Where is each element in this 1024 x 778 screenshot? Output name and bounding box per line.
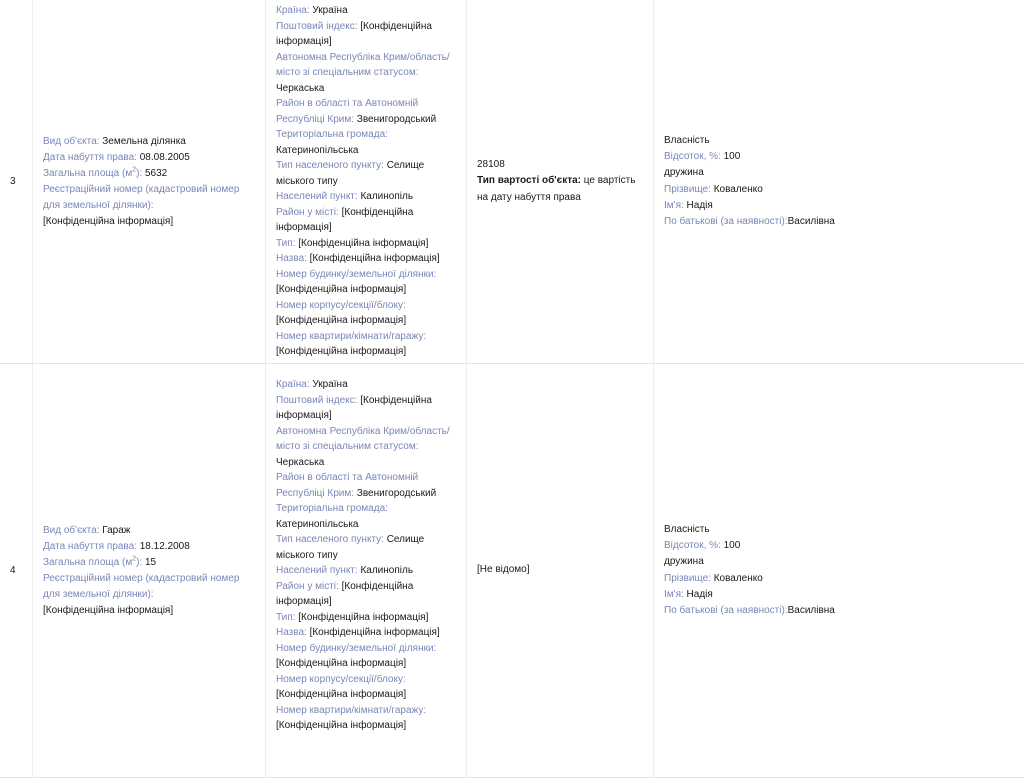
address-label: Тип населеного пункту:: [276, 160, 384, 171]
acquisition-date-label: Дата набуття права:: [43, 541, 137, 552]
right-kind: Власність: [664, 133, 1014, 149]
address-label: Поштовий індекс:: [276, 21, 357, 32]
address-value: [Конфіденційна інформація]: [276, 284, 406, 295]
address-value: [Конфіденційна інформація]: [276, 315, 406, 326]
address-cell: [266, 0, 467, 364]
address-value: [Конфіденційна інформація]: [310, 253, 440, 264]
cost-value: 28108: [477, 157, 643, 173]
table-row: [0, 364, 1024, 778]
rights-cell: [654, 364, 1024, 778]
registration-number-value: [Конфіденційна інформація]: [43, 603, 255, 619]
patronymic-value: Василівна: [788, 216, 835, 227]
share-label: Відсоток, %:: [664, 540, 721, 551]
acquisition-date-label: Дата набуття права:: [43, 152, 137, 163]
address-label: Район в області та Автономній Республіці Крим:: [276, 472, 418, 499]
address-label: Тип:: [276, 612, 295, 623]
acquisition-date-value: 08.08.2005: [140, 152, 190, 163]
object-type-value: Гараж: [102, 525, 130, 536]
cost-type-label: Тип вартості об'єкта:: [477, 175, 581, 186]
address-value: Звенигородський: [357, 488, 436, 499]
address-label: Номер будинку/земельної ділянки:: [276, 643, 436, 654]
address-value: Калинопіль: [360, 565, 413, 576]
table-row: [0, 0, 1024, 364]
address-value: [Конфіденційна інформація]: [276, 658, 406, 669]
address-label: Номер корпусу/секції/блоку:: [276, 674, 406, 685]
object-cell: [33, 0, 266, 364]
address-label: Назва:: [276, 253, 307, 264]
patronymic-label: По батькові (за наявності):: [664, 605, 788, 616]
address-label: Тип:: [276, 238, 295, 249]
object-type-label: Вид об'єкта:: [43, 525, 99, 536]
acquisition-date-value: 18.12.2008: [140, 541, 190, 552]
address-label: Номер квартири/кімнати/гаражу:: [276, 331, 426, 342]
address-label: Номер корпусу/секції/блоку:: [276, 300, 406, 311]
registration-number-value: [Конфіденційна інформація]: [43, 214, 255, 230]
area-value: 5632: [145, 168, 167, 179]
surname-label: Прізвище:: [664, 573, 711, 584]
name-value: Надія: [687, 200, 713, 211]
address-label: Номер будинку/земельної ділянки:: [276, 269, 436, 280]
address-label: Район в області та Автономній Республіці Крим:: [276, 98, 418, 125]
address-label: Автономна Республіка Крим/область/місто зі спеціальним статусом:: [276, 426, 450, 453]
address-value: [Конфіденційна інформація]: [276, 720, 406, 731]
patronymic-label: По батькові (за наявності):: [664, 216, 788, 227]
area-value: 15: [145, 557, 156, 568]
address-label: Населений пункт:: [276, 565, 358, 576]
address-label: Район у місті:: [276, 581, 339, 592]
address-value: [Конфіденційна інформація]: [276, 581, 413, 608]
object-type-value: Земельна ділянка: [102, 136, 186, 147]
cost-type-value: це вартість на дату набуття права: [477, 175, 635, 202]
surname-label: Прізвище:: [664, 184, 711, 195]
address-value: [Конфіденційна інформація]: [276, 346, 406, 357]
address-value: [Конфіденційна інформація]: [310, 627, 440, 638]
row-number: 4: [0, 364, 33, 778]
address-cell: [266, 364, 467, 778]
cost-cell: [467, 364, 654, 778]
address-label: Назва:: [276, 627, 307, 638]
address-value: Катеринопільська: [276, 145, 358, 156]
name-label: Ім'я:: [664, 200, 684, 211]
cost-value: [Не відомо]: [477, 562, 643, 578]
object-cell: [33, 364, 266, 778]
address-value: Звенигородський: [357, 114, 436, 125]
address-label: Територіальна громада:: [276, 503, 388, 514]
relation: дружина: [664, 165, 1014, 181]
address-label: Країна:: [276, 379, 310, 390]
cost-cell: [467, 0, 654, 364]
surname-value: Коваленко: [714, 184, 763, 195]
name-label: Ім'я:: [664, 589, 684, 600]
patronymic-value: Василівна: [788, 605, 835, 616]
address-label: Тип населеного пункту:: [276, 534, 384, 545]
registration-number-label: Реєстраційний номер (кадастровий номер для земельної ділянки):: [43, 182, 255, 214]
address-value: Селище міського типу: [276, 160, 424, 187]
right-kind: Власність: [664, 522, 1014, 538]
address-value: [Конфіденційна інформація]: [276, 689, 406, 700]
share-value: 100: [724, 540, 741, 551]
share-label: Відсоток, %:: [664, 151, 721, 162]
address-label: Автономна Республіка Крим/область/місто зі спеціальним статусом:: [276, 52, 450, 79]
address-value: Калинопіль: [360, 191, 413, 202]
address-value: [Конфіденційна інформація]: [276, 395, 432, 422]
address-value: Черкаська: [276, 83, 324, 94]
address-value: [Конфіденційна інформація]: [298, 238, 428, 249]
address-label: Район у місті:: [276, 207, 339, 218]
address-label: Територіальна громада:: [276, 129, 388, 140]
rights-cell: [654, 0, 1024, 364]
registration-number-label: Реєстраційний номер (кадастровий номер для земельної ділянки):: [43, 571, 255, 603]
address-label: Країна:: [276, 5, 310, 16]
address-value: [Конфіденційна інформація]: [276, 21, 432, 48]
address-value: [Конфіденційна інформація]: [298, 612, 428, 623]
address-value: [Конфіденційна інформація]: [276, 207, 413, 234]
share-value: 100: [724, 151, 741, 162]
area-label: Загальна площа $(м^2)$:: [43, 168, 142, 179]
address-value: Катеринопільська: [276, 519, 358, 530]
address-value: Україна: [312, 5, 347, 16]
address-value: Україна: [312, 379, 347, 390]
address-value: Черкаська: [276, 457, 324, 468]
address-value: Селище міського типу: [276, 534, 424, 561]
address-label: Номер квартири/кімнати/гаражу:: [276, 705, 426, 716]
address-label: Населений пункт:: [276, 191, 358, 202]
object-type-label: Вид об'єкта:: [43, 136, 99, 147]
area-label: Загальна площа $(м^2)$:: [43, 557, 142, 568]
surname-value: Коваленко: [714, 573, 763, 584]
row-number: 3: [0, 0, 33, 364]
name-value: Надія: [687, 589, 713, 600]
relation: дружина: [664, 554, 1014, 570]
address-label: Поштовий індекс:: [276, 395, 357, 406]
